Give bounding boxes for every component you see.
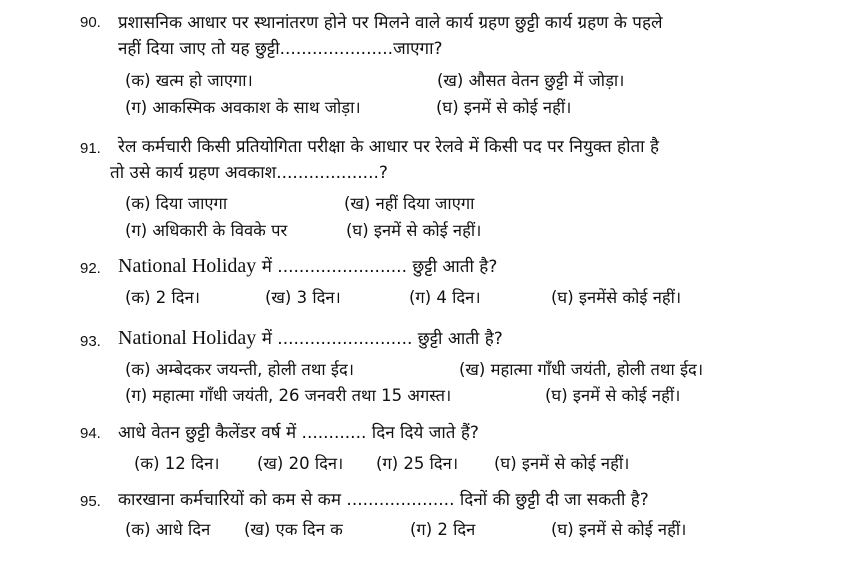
question-text-line2: नहीं दिया जाए तो यह छुट्टी.....................जाएगा? [118,39,443,59]
option-gha: (घ) इनमें से कोई नहीं। [545,386,681,405]
option-gha: (घ) इनमें से कोई नहीं। [436,98,572,117]
option-kha: (ख) महात्मा गाँधी जयंती, होली तथा ईद। [459,360,704,379]
option-ka: (क) 2 दिन। [125,288,200,307]
option-ga: (ग) अधिकारी के विवके पर [125,221,288,240]
question-number: 90. [80,14,101,31]
question-text-english: National Holiday [118,255,257,277]
question-text-english: National Holiday [118,327,257,349]
option-ka: (क) खत्म हो जाएगा। [125,71,253,90]
question-number: 93. [80,333,101,350]
question-text-line1 [118,325,788,352]
option-gha: (घ) इनमें से कोई नहीं। [551,520,687,539]
option-kha: (ख) नहीं दिया जाएगा [344,194,475,213]
question-number: 91. [80,140,101,157]
question-text-hindi: में ......................... छुट्टी आती है? [256,329,503,349]
option-ga: (ग) 25 दिन। [376,454,459,473]
option-gha: (घ) इनमें से कोई नहीं। [494,454,630,473]
option-ka: (क) आधे दिन [125,520,211,539]
question-text-line1: आधे वेतन छुट्टी कैलेंडर वर्ष में ............ दिन दिये जाते हैं? [118,423,479,443]
option-gha: (घ) इनमें से कोई नहीं। [346,221,482,240]
option-ga: (ग) 2 दिन [410,520,476,539]
option-ka: (क) दिया जाएगा [125,194,228,213]
option-ka: (क) अम्बेदकर जयन्ती, होली तथा ईद। [125,360,354,379]
question-number: 94. [80,425,101,442]
option-ga: (ग) आकस्मिक अवकाश के साथ जोड़ा। [125,98,361,117]
question-text-line2: तो उसे कार्य ग्रहण अवकाश...................? [110,163,388,183]
option-ka: (क) 12 दिन। [134,454,220,473]
question-text-line1: प्रशासनिक आधार पर स्थानांतरण होने पर मिलने वाले कार्य ग्रहण छुट्टी कार्य ग्रहण के पहले [118,13,663,33]
option-kha: (ख) एक दिन क [244,520,343,539]
option-ga: (ग) 4 दिन। [409,288,481,307]
question-text-hindi: में ........................ छुट्टी आती है? [256,257,498,277]
option-ga: (ग) महात्मा गाँधी जयंती, 26 जनवरी तथा 15 अगस्त। [125,386,452,405]
question-number: 95. [80,493,101,510]
option-kha: (ख) औसत वेतन छुट्टी में जोड़ा। [437,71,625,90]
question-text-line1 [118,253,788,280]
question-text-line1: रेल कर्मचारी किसी प्रतियोगिता परीक्षा के आधार पर रेलवे में किसी पद पर नियुक्त होता है [118,137,660,157]
option-kha: (ख) 3 दिन। [265,288,341,307]
question-text-line1: कारखाना कर्मचारियों को कम से कम .................... दिनों की छुट्टी दी जा सकती है? [118,490,649,510]
option-kha: (ख) 20 दिन। [257,454,344,473]
question-number: 92. [80,260,101,277]
option-gha: (घ) इनमेंसे कोई नहीं। [551,288,682,307]
